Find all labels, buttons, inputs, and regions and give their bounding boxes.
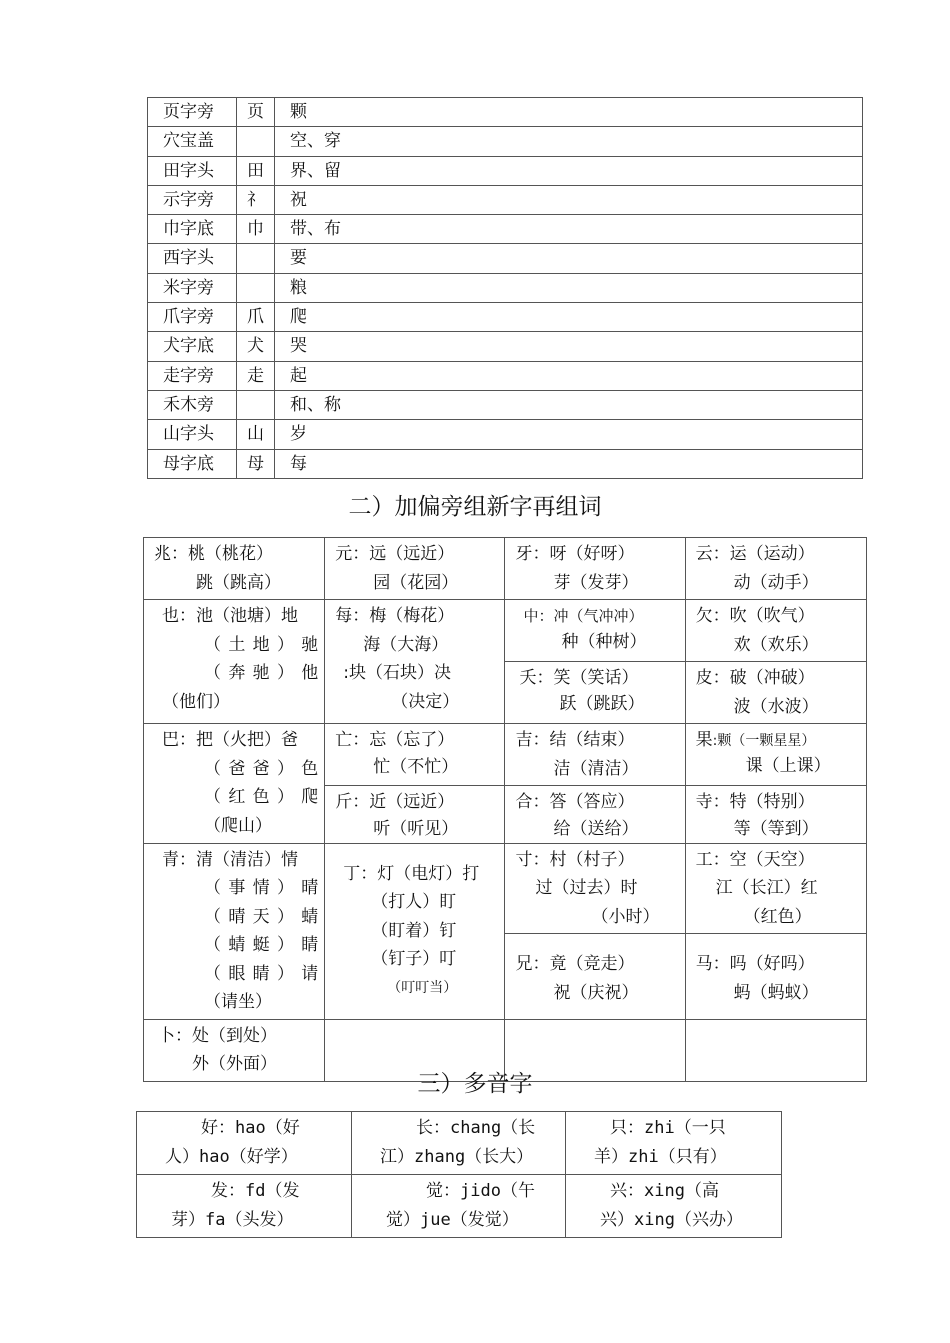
cell-ma [685, 934, 866, 1019]
poly-line: 觉）jue（发觉） [386, 1209, 519, 1230]
cell-ye [144, 600, 325, 724]
word-line: 元：远（远近） [335, 544, 455, 564]
word-line: （请坐） [204, 992, 272, 1012]
cell-he [505, 786, 685, 844]
radical-examples: 岁 [275, 420, 863, 449]
word-line: 吉：结（结束） [515, 730, 635, 750]
word-line: 跳（跳高） [196, 572, 281, 593]
word-line: （决定） [391, 691, 460, 712]
word-line: 亡：忘（忘了） [335, 730, 455, 750]
cell-ya [505, 538, 685, 600]
word-line: （眼睛）请 [204, 963, 319, 984]
section-title-polyphonic: 三）多音字 [417, 1071, 533, 1097]
poly-line: 兴：xing（高 [610, 1181, 719, 1201]
radical-name: 母字底 [148, 449, 237, 478]
radical-char [237, 273, 275, 302]
radical-table [147, 97, 863, 479]
word-line: （奔驰）他 [204, 663, 319, 683]
radical-name: 田字头 [148, 156, 237, 185]
cell-ba [144, 724, 325, 844]
word-line: 兄：竟（竞走） [515, 954, 635, 975]
radical-name: 爪字旁 [148, 303, 237, 332]
radical-name: 米字旁 [148, 273, 237, 302]
word-line: 斤：近（远近） [335, 792, 455, 812]
radical-name: 西字头 [148, 244, 237, 273]
word-line [523, 602, 678, 631]
word-line: （土地）驰 [204, 634, 319, 655]
word-text: 中：冲（气冲冲） [523, 607, 644, 625]
radical-char: 礻 [237, 185, 275, 214]
radical-row [148, 390, 863, 419]
cell-si [685, 786, 866, 844]
word-line: 忙（不忙） [373, 756, 459, 777]
radical-char: 山 [237, 420, 275, 449]
poly-line: 发：fd（发 [211, 1181, 300, 1201]
radical-row [148, 332, 863, 361]
word-line: 欠：吹（吹气） [695, 606, 815, 626]
poly-line: 长：chang（长 [416, 1118, 536, 1138]
cell-mei [325, 600, 505, 724]
radical-examples: 每 [275, 449, 863, 478]
cell-gong [685, 843, 866, 934]
word-line: 波（水波） [733, 696, 819, 717]
radical-row [148, 244, 863, 273]
radical-row [148, 361, 863, 390]
word-line: 园（花园） [373, 572, 459, 593]
word-line: 外（外面） [192, 1054, 277, 1074]
word-line: 每：梅（梅花） [335, 606, 455, 626]
radical-char: 田 [237, 156, 275, 185]
radical-char: 页 [237, 98, 275, 127]
radical-examples: 空、穿 [275, 127, 863, 156]
radical-word-table [143, 537, 867, 1082]
poly-line: 好：hao（好 [201, 1118, 300, 1138]
word-line: 巴：把（火把）爸 [162, 730, 298, 750]
word-line: （爬山） [204, 815, 272, 836]
cell-zhao [144, 538, 325, 600]
radical-char: 母 [237, 449, 275, 478]
radical-row [148, 420, 863, 449]
word-line: （小时） [591, 906, 660, 927]
word-line: 给（送给） [553, 818, 639, 839]
word-line: （钉子）叮 [371, 949, 457, 969]
poly-line: 兴）xing（兴办） [600, 1209, 743, 1230]
word-line: 洁（清洁） [553, 758, 639, 779]
poly-cell [566, 1112, 782, 1175]
radical-name: 巾字底 [148, 215, 237, 244]
radical-row [148, 215, 863, 244]
radical-name: 穴宝盖 [148, 127, 237, 156]
word-line: （红色） [743, 906, 812, 927]
radical-char [237, 244, 275, 273]
word-line: （事情）晴 [204, 878, 319, 898]
word-line: 动（动手） [733, 572, 819, 593]
radical-row [148, 273, 863, 302]
cell-qian [685, 600, 866, 662]
radical-examples: 粮 [275, 273, 863, 302]
word-line: 听（听见） [373, 818, 459, 839]
cell-pi [685, 662, 866, 724]
cell-guo [685, 724, 866, 786]
poly-line: 江）zhang（长大） [380, 1146, 534, 1167]
poly-cell [566, 1175, 782, 1238]
cell-zhong [505, 600, 685, 662]
poly-cell [352, 1175, 566, 1238]
radical-examples: 哭 [275, 332, 863, 361]
cell-tian [505, 662, 685, 724]
radical-examples: 颗 [275, 98, 863, 127]
section-title-radical-words: 二）加偏旁组新字再组词 [348, 494, 602, 520]
word-line: 等（等到） [733, 818, 819, 839]
cell-yun [685, 538, 866, 600]
radical-examples: 带、布 [275, 215, 863, 244]
word-line: 青：清（清洁）情 [162, 849, 298, 870]
word-line: 芽（发芽） [553, 572, 639, 593]
radical-examples: 爬 [275, 303, 863, 332]
poly-line: 觉：jido（午 [426, 1181, 535, 1201]
radical-examples: 祝 [275, 185, 863, 214]
radical-char [237, 390, 275, 419]
word-line: 课（上课） [745, 755, 831, 776]
radical-name: 犬字底 [148, 332, 237, 361]
word-line: 马：吗（好吗） [695, 954, 815, 975]
cell-xiong [505, 934, 685, 1019]
poly-cell [137, 1175, 352, 1238]
cell-cun [505, 843, 685, 934]
word-line: （蜻蜓）睛 [204, 935, 319, 955]
radical-row [148, 185, 863, 214]
word-text: :颗（一颗星星） [712, 733, 816, 749]
radical-name: 示字旁 [148, 185, 237, 214]
radical-name: 页字旁 [148, 98, 237, 127]
cell-ding [325, 843, 505, 1019]
word-line: 祝（庆祝） [553, 982, 639, 1003]
radical-row [148, 156, 863, 185]
radical-name: 禾木旁 [148, 390, 237, 419]
word-line: （他们） [162, 691, 230, 712]
radical-examples: 和、称 [275, 390, 863, 419]
word-line: 海（大海） [363, 634, 449, 655]
word-line: 皮：破（冲破） [695, 668, 815, 688]
word-line: 寸：村（村子） [515, 849, 635, 870]
radical-examples: 界、留 [275, 156, 863, 185]
word-line: 合：答（答应） [515, 792, 635, 812]
word-line: 夭：笑（笑话） [519, 668, 639, 688]
radical-char: 爪 [237, 303, 275, 332]
word-line: （打人）盯 [371, 892, 457, 912]
word-line: 跃（跳跃） [559, 693, 645, 714]
word-line: （爸爸）色 [204, 758, 319, 779]
word-line: 蚂（蚂蚁） [733, 982, 819, 1003]
word-line: 也：池（池塘）地 [162, 606, 298, 626]
radical-row [148, 303, 863, 332]
word-line: 寺：特（特别） [695, 792, 815, 812]
radical-row [148, 449, 863, 478]
word-line: （红色）爬 [204, 787, 319, 807]
radical-examples: 起 [275, 361, 863, 390]
word-line: 过（过去）时 [535, 878, 638, 898]
cell-wang [325, 724, 505, 786]
word-line: （盯着）钉 [371, 920, 457, 941]
cell-jin [325, 786, 505, 844]
word-line: 卜：处（到处） [158, 1025, 277, 1046]
word-line: （叮叮当） [387, 979, 458, 996]
word-line: （晴天）蜻 [204, 906, 319, 927]
radical-char [237, 127, 275, 156]
word-line: 牙：呀（好呀） [515, 544, 635, 564]
cell-ji [505, 724, 685, 786]
word-line: 江（长江）红 [715, 878, 818, 898]
radical-row [148, 98, 863, 127]
poly-line: 羊）zhi（只有） [594, 1146, 727, 1167]
poly-line: 只：zhi（一只 [610, 1118, 726, 1138]
word-line: 兆：桃（桃花） [154, 544, 273, 564]
radical-row [148, 127, 863, 156]
cell-yuan [325, 538, 505, 600]
radical-char: 巾 [237, 215, 275, 244]
cell-qing [144, 843, 325, 1019]
radical-name: 山字头 [148, 420, 237, 449]
poly-cell [137, 1112, 352, 1175]
word-line: 云：运（运动） [695, 544, 815, 564]
word-line: :块（石块）决 [343, 663, 452, 683]
word-line: 欢（欢乐） [733, 634, 819, 655]
poly-line: 芽）fa（头发） [171, 1209, 294, 1230]
radical-examples: 要 [275, 244, 863, 273]
radical-char: 犬 [237, 332, 275, 361]
word-line: 丁：灯（电灯）打 [343, 863, 480, 884]
radical-name: 走字旁 [148, 361, 237, 390]
word-line: 种（种树） [561, 631, 647, 652]
word-head: 果 [695, 730, 713, 750]
polyphonic-table [136, 1111, 782, 1238]
word-line: 工：空（天空） [695, 849, 815, 870]
poly-cell [352, 1112, 566, 1175]
word-line [696, 726, 860, 756]
poly-line: 人）hao（好学） [165, 1146, 298, 1167]
radical-char: 走 [237, 361, 275, 390]
